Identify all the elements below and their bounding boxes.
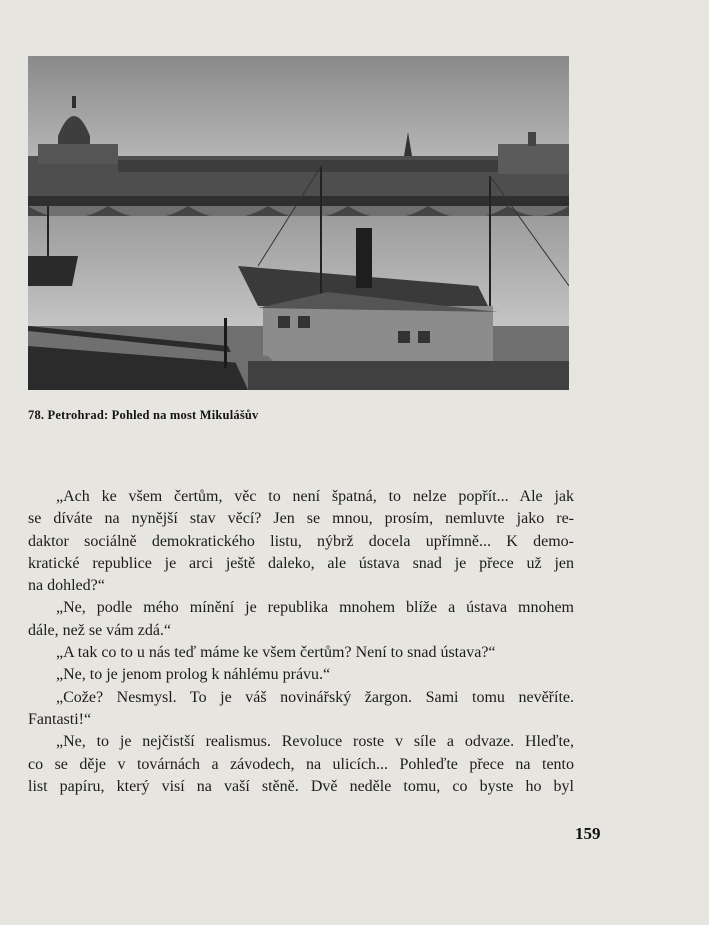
body-text (28, 486, 574, 798)
text-line: kratické republice je arci ještě daleko, ale ústava snad je přece už jen (28, 554, 574, 572)
text-line: „Ne, podle mého mínění je republika mnohem blíže a ústava mnohem (56, 599, 574, 617)
text-line: „Ne, to je jenom prolog k náhlému právu.“ (56, 666, 331, 684)
text-line: list papíru, který visí na vaší stěně. Dvě neděle tomu, co byste ho byl (28, 777, 574, 795)
text-line: „Cože? Nesmysl. To je váš novinářský žargon. Sami tomu nevěříte. (56, 688, 574, 706)
text-line: na dohled?“ (28, 577, 105, 595)
text-line: co se děje v továrnách a závodech, na ulicích... Pohleďte přece na tento (28, 755, 574, 773)
photo-icon (28, 56, 569, 390)
page-number: 159 (575, 824, 601, 843)
text-line: Fantasti!“ (28, 710, 92, 728)
text-line: se díváte na nynější stav věcí? Jen se mnou, prosím, nemluvte jako re- (28, 510, 574, 528)
figure-caption: 78. Petrohrad: Pohled na most Mikulášův (28, 408, 259, 422)
text-line: „Ne, to je nejčistší realismus. Revoluce roste v síle a odvaze. Hleďte, (56, 733, 574, 751)
text-line: daktor sociálně demokratického listu, nýbrž docela upřímně... K demo- (28, 532, 574, 550)
text-line: dále, než se vám zdá.“ (28, 621, 172, 639)
text-line: „Ach ke všem čertům, věc to není špatná, to nelze popřít... Ale jak (56, 488, 574, 505)
photograph-petrohrad-bridge (28, 56, 569, 390)
text-line: „A tak co to u nás teď máme ke všem čertům? Není to snad ústava?“ (56, 644, 496, 662)
